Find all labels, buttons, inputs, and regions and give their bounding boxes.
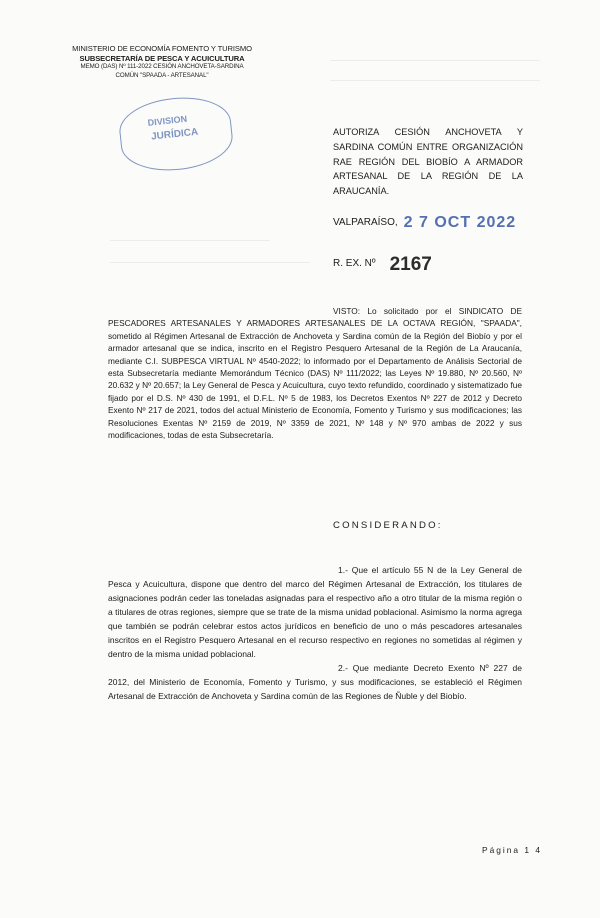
letterhead [62, 44, 262, 80]
ministry-name: MINISTERIO DE ECONOMÍA FOMENTO Y TURISMO [72, 44, 252, 53]
memo-reference-2: COMÚN "SPAADA - ARTESANAL" [115, 71, 209, 79]
considerando-paragraph-2 [108, 661, 522, 703]
place-label: VALPARAÍSO, [333, 217, 398, 228]
stamp-line-1: DIVISION [147, 113, 188, 128]
memo-reference: MEMO (DAS) Nº 111-2022 CESIÓN ANCHOVETA-SARDINA [80, 63, 244, 71]
date-line [333, 214, 516, 232]
subsecretaria-name: SUBSECRETARÍA DE PESCA Y ACUICULTURA [79, 53, 245, 63]
date-stamp: 2 7 OCT 2022 [403, 214, 517, 231]
paragraph-2-text: 2.- Que mediante Decreto Exento Nº 227 de 2012, del Ministerio de Economía, Fomento y Turismo, y sus modificaciones, se estableció el Régimen Artesanal de Extracción de Anchoveta y Sardina común de las Regiones de Ñuble y del Biobío. [108, 663, 522, 701]
bleed-through-line [110, 262, 310, 263]
visto-text: VISTO: Lo solicitado por el SINDICATO DE PESCADORES ARTESANALES Y ARMADORES ARTESANALES DE LA OCTAVA REGIÓN, "SPAADA", sometido al Régimen Artesanal de Extracción de Anchoveta y Sardina común de la Región del Biobío y por el armador artesanal que se indica, inscrito en el Registro Pesquero Artesanal de la Región de La Araucanía, mediante C.I. SUBPESCA VIRTUAL Nº 4540-2022; lo informado por el Departamento de Análisis Sectorial de esta Subsecretaría mediante Memorándum Técnico (DAS) Nº 111/2022; las Leyes Nº 19.880, Nº 20.560, Nº 20.632 y Nº 20.657; la Ley General de Pesca y Acuicultura, cuyo texto refundido, coordinado y sistematizado fue fijado por el D.S. Nº 430 de 1991, el D.F.L. Nº 5 de 1983, los Decretos Exentos Nº 227 de 2012 y Decreto Exento Nº 217 de 2021, todos del actual Ministerio de Economía, Fomento y Turismo y sus modificaciones; las Resoluciones Exentas Nº 2159 de 2019, Nº 3359 de 2021, Nº 148 y Nº 970 ambas de 2022 y sus modificaciones, todas de esta Subsecretaría. [108, 306, 522, 441]
considerando-heading: CONSIDERANDO: [333, 520, 443, 531]
paragraph-1-text: 1.- Que el artículo 55 N de la Ley General de Pesca y Acuicultura, dispone que dentro del marco del Régimen Artesanal de Extracción, los titulares de asignaciones podrán ceder las toneladas asignadas para el respectivo año a otro titular de la misma región o a titulares de otras regiones, siempre que se trate de la misma unidad poblacional. Asimismo la norma agrega que también se podrán celebrar estos actos jurídicos en beneficio de uno o más pescadores artesanales inscritos en el Registro Pesquero Artesanal en el recurso respectivo en regiones no sometidas al régimen y dentro de la misma unidad poblacional. [108, 565, 522, 659]
visto-paragraph [108, 305, 522, 441]
resolution-number-line [333, 254, 432, 276]
resolution-title: AUTORIZA CESIÓN ANCHOVETA Y SARDINA COMÚN ENTRE ORGANIZACIÓN RAE REGIÓN DEL BIOBÍO A ARMADOR ARTESANAL DE LA REGIÓN DE LA ARAUCANÍA. [333, 127, 523, 197]
bleed-through-line [110, 240, 270, 241]
bleed-through-line [330, 80, 540, 81]
page-number: Página 1 4 [482, 845, 543, 855]
rex-label: R. EX. Nº [333, 258, 376, 269]
stamp-line-2: JURÍDICA [150, 126, 199, 143]
considerando-paragraph-1 [108, 563, 522, 661]
division-juridica-stamp [117, 92, 236, 175]
bleed-through-line [330, 60, 540, 61]
rex-number: 2167 [389, 254, 432, 275]
